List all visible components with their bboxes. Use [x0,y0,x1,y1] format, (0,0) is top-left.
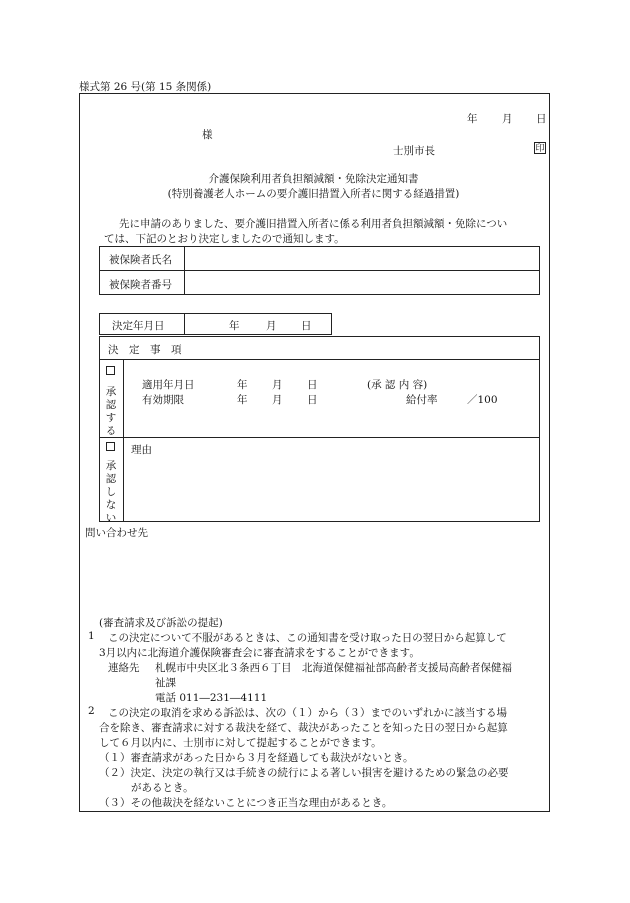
appeal-sub3: （３）その他裁決を経ないことにつき正当な理由があるとき。 [99,797,393,809]
apply-date-month: 月 [272,379,283,391]
appeal-phone: 電話 011―231―4111 [155,692,268,704]
benefit-rate-label: 給付率 [406,394,438,406]
appeal-item1-line2: 3月以内に北海道介護保険審査会に審査請求をすることができます。 [99,647,420,659]
contact-label: 問い合わせ先 [85,527,148,539]
addressee-suffix: 様 [202,129,213,141]
apply-date-label: 適用年月日 [142,379,195,391]
form-number: 様式第 26 号(第 15 条関係) [79,81,212,93]
appeal-sub1: （１）審査請求があった日から３月を経過しても裁決がないとき。 [99,752,414,764]
decision-date-label: 決定年月日 [112,320,165,332]
seal-mark: 印 [535,144,545,154]
appeal-sub2-line1: （２）決定、決定の執行又は手続きの続行による著しい損害を避けるための緊急の必要 [99,767,509,779]
insured-name-label: 被保険者氏名 [109,254,172,266]
decision-date-year: 年 [229,320,240,332]
appeal-sub2-line2: があるとき。 [131,782,194,794]
reason-label: 理由 [131,444,152,456]
valid-period-day: 日 [307,394,318,406]
decision-date-month: 月 [266,320,277,332]
appeal-item2-line1: この決定の取消を求める訴訟は、次の（１）から（３）までのいずれかに該当する場 [108,707,507,719]
date-month: 月 [502,113,513,125]
deny-label: 承 認 し な い [105,460,117,524]
deny-checkbox[interactable] [106,442,115,451]
decision-items-label: 決 定 事 項 [108,344,182,356]
date-day: 日 [536,113,547,125]
appeal-item2-line3: して６月以内に、士別市に対して提起することができます。 [99,737,382,749]
apply-date-year: 年 [237,379,248,391]
decision-date-day: 日 [301,320,312,332]
appeal-contact-line1: 札幌市中央区北３条西６丁目 北海道保健福祉部高齢者支援局高齢者保健福 [155,662,512,674]
valid-period-label: 有効期限 [142,394,184,406]
appeal-heading: (審査請求及び訴訟の提起) [99,617,223,629]
appeal-item1-num: 1 [88,630,95,642]
valid-period-month: 月 [272,394,283,406]
approval-content-label: (承 認 内 容) [367,379,428,391]
intro-line-1: 先に申請のありました、要介護旧措置入所者に係る利用者負担額減額・免除につい [119,218,508,230]
valid-period-year: 年 [237,394,248,406]
appeal-contact-prefix: 連絡先 [108,662,140,674]
date-year: 年 [467,113,478,125]
approve-checkbox[interactable] [106,366,115,375]
benefit-rate-value: ／100 [467,394,498,406]
document-title: 介護保険利用者負担額減額・免除決定通知書 [208,173,419,185]
appeal-item2-line2: 合を除き、審査請求に対する裁決を経て、裁決があったことを知った日の翌日から起算 [99,722,508,734]
decision-items-table [99,336,540,522]
document-subtitle: (特別養護老人ホームの要介護旧措置入所者に関する経過措置) [167,188,460,200]
issuer-name: 士別市長 [393,145,435,157]
appeal-contact-line2: 祉課 [155,677,176,689]
approve-label: 承 認 す る [105,386,117,437]
insured-number-label: 被保険者番号 [109,279,172,291]
intro-line-2: ては、下記のとおり決定しましたので通知します。 [104,233,345,245]
appeal-item2-num: 2 [88,705,95,717]
appeal-item1-line1: この決定について不服があるときは、この通知書を受け取った日の翌日から起算して [108,632,507,644]
apply-date-day: 日 [307,379,318,391]
